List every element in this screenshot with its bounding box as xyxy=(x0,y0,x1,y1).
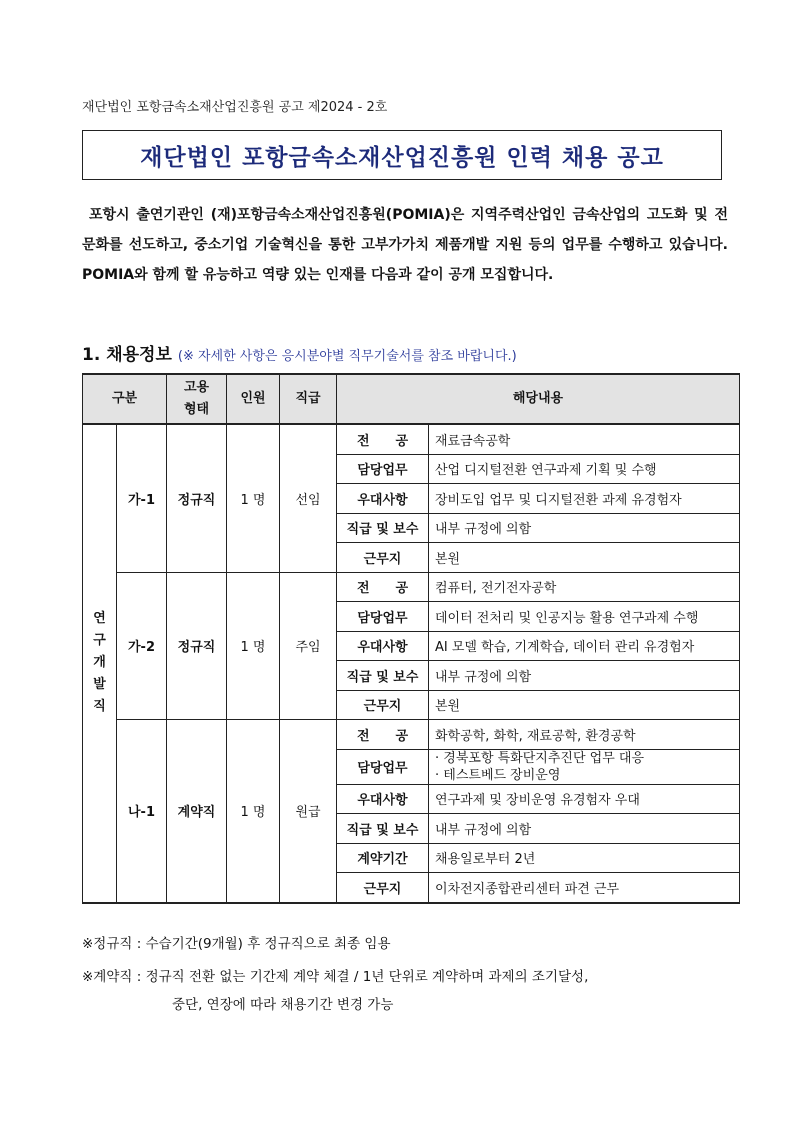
title-box xyxy=(82,130,722,180)
detail-value: 재료금속공학 xyxy=(429,424,740,454)
detail-value: 내부 규정에 의함 xyxy=(429,814,740,844)
page-title: 재단법인 포항금속소재산업진흥원 인력 채용 공고 xyxy=(140,143,664,171)
detail-label: 근무지 xyxy=(337,873,429,903)
detail-value: 본원 xyxy=(429,543,740,573)
detail-value-line: · 경북포항 특화단지추진단 업무 대응 xyxy=(435,750,645,766)
detail-label: 우대사항 xyxy=(337,484,429,514)
header-employment-type: 고용 형태 xyxy=(167,374,227,424)
detail-label: 전 공 xyxy=(337,572,429,602)
table-body xyxy=(83,424,740,903)
recruitment-table xyxy=(82,373,740,904)
detail-value-line: · 테스트베드 장비운영 xyxy=(435,767,561,783)
job-code: 가-2 xyxy=(117,572,167,720)
detail-value: 이차전지종합관리센터 파견 근무 xyxy=(429,873,740,903)
detail-label: 담당업무 xyxy=(337,602,429,632)
detail-label: 전 공 xyxy=(337,424,429,454)
field-category-char: 직 xyxy=(93,699,106,715)
employment-type: 계약직 xyxy=(167,720,227,903)
detail-label: 계약기간 xyxy=(337,843,429,873)
field-category-char: 발 xyxy=(93,677,106,693)
footnote-contract-line2: 중단, 연장에 따라 채용기간 변경 가능 xyxy=(172,997,394,1013)
detail-label: 담당업무 xyxy=(337,749,429,784)
rank: 선임 xyxy=(280,424,337,572)
section-title: 1. 채용정보 xyxy=(82,345,172,365)
header-category: 구분 xyxy=(83,374,167,424)
detail-value: 컴퓨터, 전기전자공학 xyxy=(429,572,740,602)
detail-value: 채용일로부터 2년 xyxy=(429,843,740,873)
detail-label: 직급 및 보수 xyxy=(337,814,429,844)
intro-paragraph xyxy=(82,200,728,290)
detail-value: 데이터 전처리 및 인공지능 활용 연구과제 수행 xyxy=(429,602,740,632)
rank: 원급 xyxy=(280,720,337,903)
table-row xyxy=(83,572,740,602)
section-heading xyxy=(82,340,517,365)
table-header-row xyxy=(83,374,740,424)
header-headcount: 인원 xyxy=(227,374,280,424)
section-note: (※ 자세한 사항은 응시분야별 직무기술서를 참조 바랍니다.) xyxy=(177,349,517,364)
table-row xyxy=(83,424,740,454)
job-code: 나-1 xyxy=(117,720,167,903)
detail-value: 화학공학, 화학, 재료공학, 환경공학 xyxy=(429,720,740,750)
intro-text: 포항시 출연기관인 (재)포항금속소재산업진흥원(POMIA)은 지역주력산업인 금속산업의 고도화 및 전문화를 선도하고, 중소기업 기술혁신을 통한 고부가가치 제품개발 지원 등의 업무를 수행하고 있습니다. POMIA와 함께 할 유능하고 역량 있는 인재를 다음과 같이 공개 모집합니다. xyxy=(82,207,728,283)
headcount: 1 명 xyxy=(227,720,280,903)
notice-number: 재단법인 포항금속소재산업진흥원 공고 제2024 - 2호 xyxy=(82,100,388,115)
detail-label: 우대사항 xyxy=(337,784,429,814)
detail-label: 근무지 xyxy=(337,690,429,720)
detail-label: 전 공 xyxy=(337,720,429,750)
footnote-regular: ※정규직 : 수습기간(9개월) 후 정규직으로 최종 임용 xyxy=(82,936,391,952)
detail-value: 장비도입 업무 및 디지털전환 과제 유경험자 xyxy=(429,484,740,514)
detail-value: 산업 디지털전환 연구과제 기획 및 수행 xyxy=(429,454,740,484)
headcount: 1 명 xyxy=(227,424,280,572)
detail-value xyxy=(429,749,740,784)
detail-label: 근무지 xyxy=(337,543,429,573)
detail-value: 내부 규정에 의함 xyxy=(429,661,740,691)
table-row xyxy=(83,720,740,750)
footnote-contract xyxy=(82,963,732,1019)
rank: 주임 xyxy=(280,572,337,720)
headcount: 1 명 xyxy=(227,572,280,720)
header-rank: 직급 xyxy=(280,374,337,424)
field-category xyxy=(83,424,117,903)
footnote-contract-line1: ※계약직 : 정규직 전환 없는 기간제 계약 체결 / 1년 단위로 계약하며 과제의 조기달성, xyxy=(82,969,589,985)
detail-value: 본원 xyxy=(429,690,740,720)
header-details: 해당내용 xyxy=(337,374,740,424)
detail-value: AI 모델 학습, 기계학습, 데이터 관리 유경험자 xyxy=(429,631,740,661)
detail-label: 직급 및 보수 xyxy=(337,661,429,691)
detail-value: 연구과제 및 장비운영 유경험자 우대 xyxy=(429,784,740,814)
detail-label: 직급 및 보수 xyxy=(337,513,429,543)
detail-value: 내부 규정에 의함 xyxy=(429,513,740,543)
employment-type: 정규직 xyxy=(167,572,227,720)
field-category-char: 연 xyxy=(93,611,106,627)
detail-label: 담당업무 xyxy=(337,454,429,484)
detail-label: 우대사항 xyxy=(337,631,429,661)
employment-type: 정규직 xyxy=(167,424,227,572)
field-category-char: 개 xyxy=(93,655,106,671)
field-category-char: 구 xyxy=(93,633,106,649)
job-code: 가-1 xyxy=(117,424,167,572)
